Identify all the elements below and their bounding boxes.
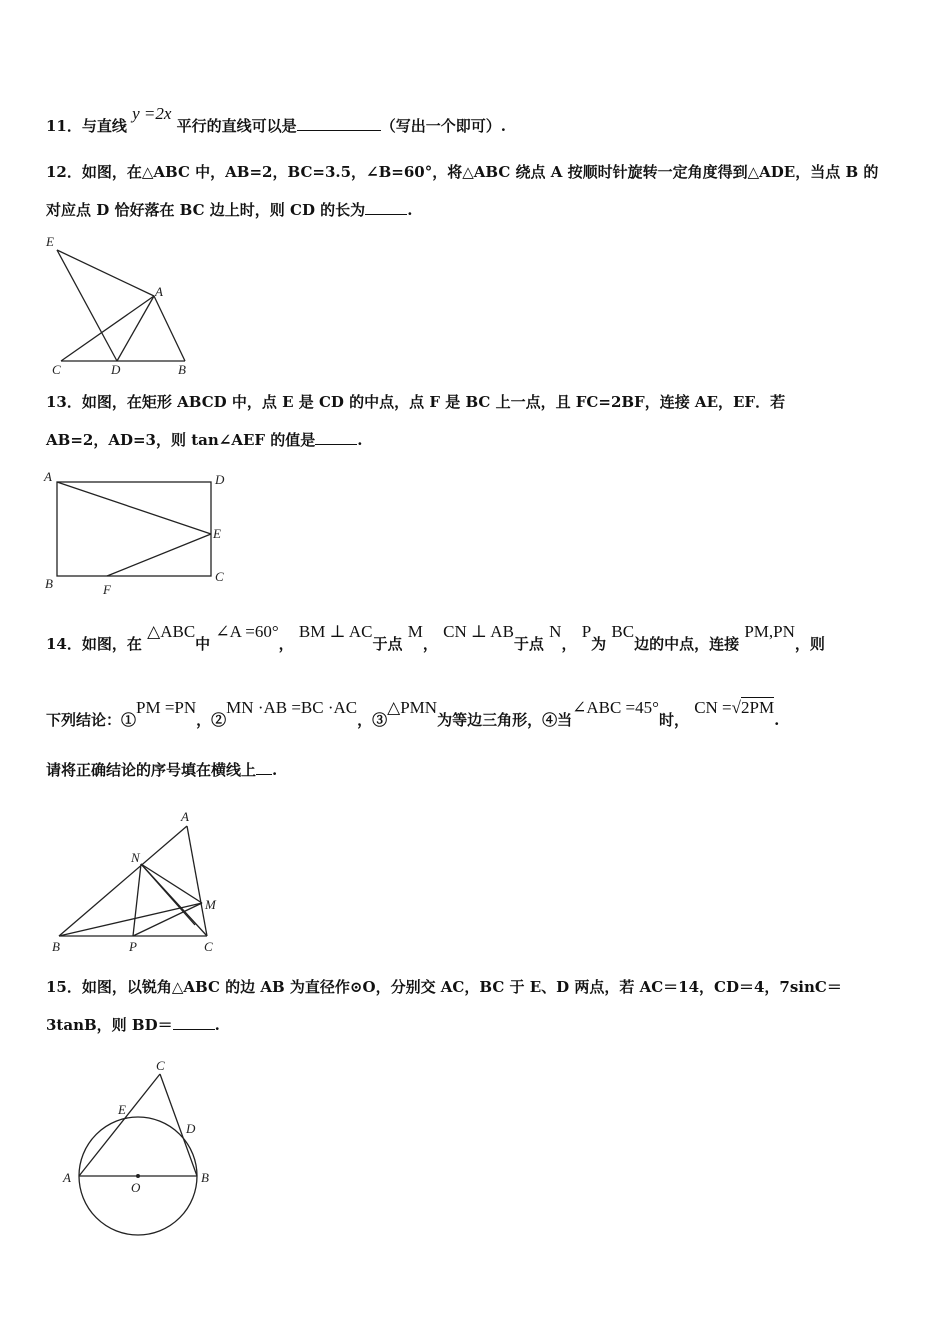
q13-answer-blank[interactable] bbox=[315, 430, 357, 445]
q12-label-e: E bbox=[46, 234, 54, 249]
q12-figure bbox=[40, 230, 200, 380]
q11-text-1: 与直线 bbox=[81, 117, 127, 135]
q14-text-j: ，③ bbox=[357, 711, 388, 729]
q14-text-i: ，② bbox=[196, 711, 227, 729]
q15-answer-blank[interactable] bbox=[173, 1015, 215, 1030]
q14-number: 14． bbox=[46, 635, 82, 653]
sqrt-icon: √ bbox=[731, 698, 741, 717]
q14-text-o: . bbox=[272, 761, 278, 779]
question-14-line-3 bbox=[46, 760, 277, 780]
q14-text-k: 为等边三角形，④当 bbox=[437, 711, 573, 729]
question-11 bbox=[46, 104, 506, 136]
q14-point-n: N bbox=[549, 622, 562, 641]
q14-text-d: 于点 bbox=[513, 635, 544, 653]
q13-label-a: A bbox=[44, 469, 52, 484]
q14-conclusion-3: △PMN bbox=[387, 698, 438, 717]
q14-conclusion-2: MN ·AB =BC ·AC bbox=[226, 698, 358, 717]
q14-triangle-abc: △ABC bbox=[147, 622, 196, 641]
q15-label-c: C bbox=[156, 1058, 165, 1073]
question-15-line-1 bbox=[46, 977, 842, 997]
q15-text-1: 如图，以锐角△ABC 的边 AB 为直径作⊙O，分别交 AC，BC 于 E、D 两点，若 AC＝14，CD＝4，7sinC＝ bbox=[81, 978, 842, 996]
q14-label-m: M bbox=[205, 897, 216, 912]
q12-answer-blank[interactable] bbox=[365, 200, 407, 215]
q13-text-3: . bbox=[357, 431, 363, 449]
q14-text-g: ，则 bbox=[794, 635, 825, 653]
q15-label-b: B bbox=[201, 1170, 209, 1185]
q12-text-3: . bbox=[407, 201, 413, 219]
q14-point-p: P bbox=[581, 622, 592, 641]
q14-conclusion-4 bbox=[694, 698, 774, 717]
q11-number: 11． bbox=[46, 117, 82, 135]
q13-number: 13． bbox=[46, 393, 82, 411]
q14-cn-perp-ab: CN ⊥ AB bbox=[443, 622, 514, 641]
question-13-line-2 bbox=[46, 430, 363, 450]
q13-label-f: F bbox=[103, 582, 111, 597]
q14-comma-1: ， bbox=[278, 635, 294, 653]
q14-pm-pn: PM,PN bbox=[744, 622, 795, 641]
q11-text-2: 平行的直线可以是 bbox=[176, 117, 297, 135]
q15-number: 15． bbox=[46, 978, 82, 996]
q14-bm-perp-ac: BM ⊥ AC bbox=[298, 622, 373, 641]
q14-conclusion-4-angle: ∠ABC =45° bbox=[572, 698, 659, 717]
q14-sqrt-arg: 2PM bbox=[740, 698, 775, 717]
q13-label-b: B bbox=[45, 576, 53, 591]
q13-segment-fe bbox=[107, 534, 211, 576]
q12-segment-ad bbox=[117, 296, 154, 361]
q14-answer-blank[interactable] bbox=[256, 760, 272, 775]
q14-text-f: 边的中点，连接 bbox=[634, 635, 740, 653]
q14-text-h: 下列结论：① bbox=[46, 711, 137, 729]
q12-label-a: A bbox=[155, 284, 163, 299]
question-15-line-2 bbox=[46, 1015, 220, 1035]
q14-segment-pn bbox=[133, 864, 141, 936]
q13-rectangle bbox=[57, 482, 211, 576]
q13-label-e: E bbox=[213, 526, 221, 541]
q14-figure bbox=[45, 805, 225, 955]
q14-point-m: M bbox=[407, 622, 423, 641]
q14-text-l: 时， bbox=[658, 711, 689, 729]
q14-conclusion-1: PM =PN bbox=[136, 698, 197, 717]
q12-label-d: D bbox=[111, 362, 121, 377]
q12-segment-ed bbox=[57, 250, 117, 361]
q11-answer-blank[interactable] bbox=[297, 116, 381, 131]
q14-label-c: C bbox=[204, 939, 213, 954]
q12-segment-ac bbox=[61, 296, 154, 361]
question-12-line-1 bbox=[46, 162, 878, 182]
q12-label-b: B bbox=[178, 362, 186, 377]
q13-label-d: D bbox=[215, 472, 225, 487]
question-14-line-1 bbox=[46, 622, 825, 654]
q15-label-d: D bbox=[186, 1121, 196, 1136]
q15-text-3: . bbox=[214, 1016, 220, 1034]
q15-label-a: A bbox=[63, 1170, 71, 1185]
q13-label-c: C bbox=[215, 569, 224, 584]
q15-label-o: O bbox=[131, 1180, 141, 1195]
question-14-line-2 bbox=[46, 698, 780, 730]
q12-text-2: 对应点 D 恰好落在 BC 边上时，则 CD 的长为 bbox=[46, 201, 366, 219]
q14-label-a: A bbox=[181, 809, 189, 824]
question-12-line-2 bbox=[46, 200, 412, 220]
q14-text-e: 为 bbox=[591, 635, 607, 653]
q13-text-2: AB=2，AD=3，则 tan∠AEF 的值是 bbox=[46, 431, 316, 449]
q12-segment-ea bbox=[57, 250, 154, 296]
q14-text-c: 于点 bbox=[372, 635, 403, 653]
q12-number: 12． bbox=[46, 163, 82, 181]
q12-text-1: 如图，在△ABC 中，AB=2，BC=3.5，∠B=60°，将△ABC 绕点 A 按顺时针旋转一定角度得到△ADE，当点 B 的 bbox=[81, 163, 879, 181]
q14-angle-a: ∠A =60° bbox=[215, 622, 279, 641]
q14-text-a: 如图，在 bbox=[81, 635, 142, 653]
q15-figure bbox=[55, 1052, 225, 1242]
q14-comma-3: ， bbox=[561, 635, 577, 653]
q14-label-n: N bbox=[131, 850, 140, 865]
q14-cn-equals: CN = bbox=[694, 698, 732, 717]
q12-segment-ab bbox=[154, 296, 185, 361]
q14-text-b: 中 bbox=[195, 635, 211, 653]
q14-text-n: 请将正确结论的序号填在横线上 bbox=[46, 761, 257, 779]
q15-segment-ac bbox=[79, 1074, 160, 1176]
q14-label-b: B bbox=[52, 939, 60, 954]
q15-label-e: E bbox=[118, 1102, 126, 1117]
q14-comma-2: ， bbox=[422, 635, 438, 653]
q11-formula: y =2x bbox=[132, 104, 172, 123]
q13-text-1: 如图，在矩形 ABCD 中，点 E 是 CD 的中点，点 F 是 BC 上一点，且 FC=2BF，连接 AE，EF．若 bbox=[81, 393, 786, 411]
q15-center-point bbox=[136, 1174, 140, 1178]
q14-label-p: P bbox=[129, 939, 137, 954]
q15-text-2: 3tanB，则 BD＝ bbox=[46, 1016, 173, 1034]
q13-segment-ae bbox=[57, 482, 211, 534]
q14-side-bc: BC bbox=[611, 622, 635, 641]
q14-text-m: . bbox=[774, 711, 780, 729]
q12-label-c: C bbox=[52, 362, 61, 377]
question-13-line-1 bbox=[46, 392, 785, 412]
q13-figure bbox=[40, 465, 240, 600]
q11-text-3: （写出一个即可）. bbox=[380, 117, 506, 135]
